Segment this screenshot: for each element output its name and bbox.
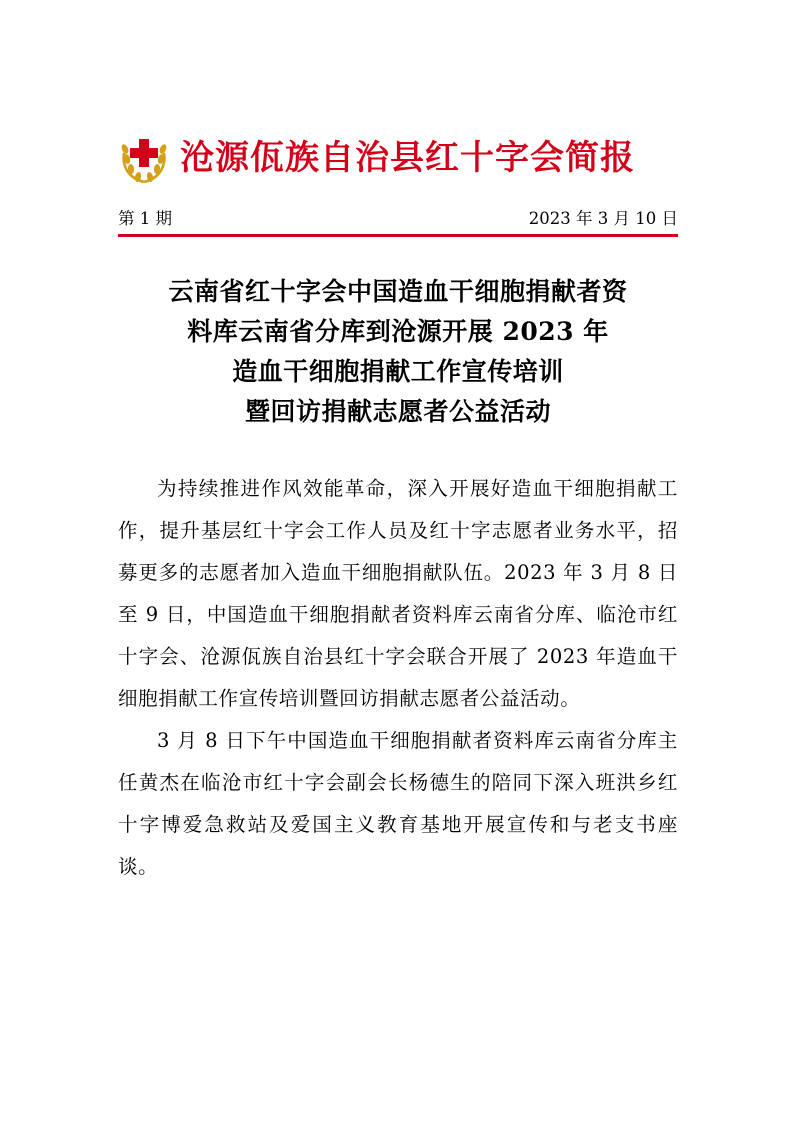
headline-line: 造血干细胞捐献工作宣传培训 [232,357,564,386]
masthead-divider [118,234,678,237]
masthead [118,128,678,190]
issue-date: 2023 年 3 月 10 日 [528,209,678,228]
issue-row [118,205,678,229]
body-paragraph: 3 月 8 日下午中国造血干细胞捐献者资料库云南省分库主任黄杰在临沧市红十字会副会长杨德生的陪同下深入班洪乡红十字博爱急救站及爱国主义教育基地开展宣传和与老支书座谈。 [118,729,678,878]
headline-line: 料库云南省分库到沧源开展 2023 年 [187,317,609,346]
page-title [110,272,686,432]
issue-number: 第 1 期 [118,209,172,228]
headline-line: 暨回访捐献志愿者公益活动 [244,397,551,426]
red-cross-emblem [118,133,170,185]
headline-line: 云南省红十字会中国造血干细胞捐献者资 [168,277,628,306]
masthead-title: 沧源佤族自治县红十字会简报 [180,138,635,179]
body-text [118,468,678,888]
body-paragraph: 为持续推进作风效能革命，深入开展好造血干细胞捐献工作，提升基层红十字会工作人员及红十字志愿者业务水平，招募更多的志愿者加入造血干细胞捐献队伍。2023 年 3 月 8 日至 9 日，中国造血干细胞捐献者资料库云南省分库、临沧市红十字会、沧源佤族自治县红十字会联合开展了 2023 年造血干细胞捐献工作宣传培训暨回访捐献志愿者公益活动。 [118,477,678,710]
